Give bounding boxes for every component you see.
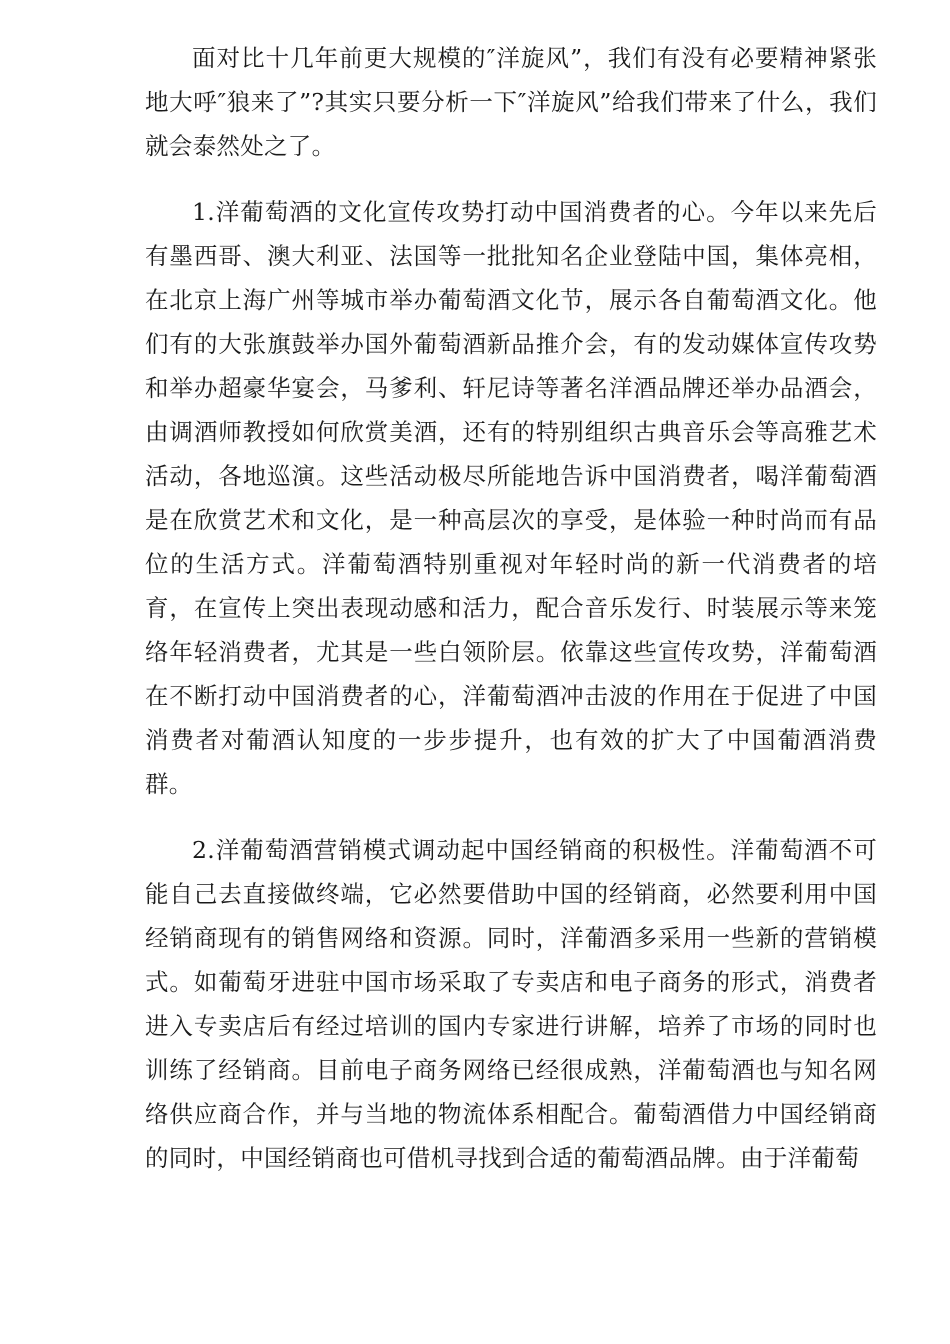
paragraph-intro: 面对比十几年前更大规模的″洋旋风”，我们有没有必要精神紧张地大呼″狼来了”?其实只要分析一下″洋旋风”给我们带来了什么，我们就会泰然处之了。 bbox=[145, 44, 877, 160]
document-body bbox=[145, 36, 877, 1180]
paragraph-point-1: 1.洋葡萄酒的文化宣传攻势打动中国消费者的心。今年以来先后有墨西哥、澳大利亚、法国等一批批知名企业登陆中国，集体亮相，在北京上海广州等城市举办葡萄酒文化节，展示各自葡萄酒文化。他们有的大张旗鼓举办国外葡萄酒新品推介会，有的发动媒体宣传攻势和举办超豪华宴会，马爹利、轩尼诗等著名洋酒品牌还举办品酒会，由调酒师教授如何欣赏美酒，还有的特别组织古典音乐会等高雅艺术活动，各地巡演。这些活动极尽所能地告诉中国消费者，喝洋葡萄酒是在欣赏艺术和文化，是一种高层次的享受，是体验一种时尚而有品位的生活方式。洋葡萄酒特别重视对年轻时尚的新一代消费者的培育，在宣传上突出表现动感和活力，配合音乐发行、时装展示等来笼络年轻消费者，尤其是一些白领阶层。依靠这些宣传攻势，洋葡萄酒在不断打动中国消费者的心，洋葡萄酒冲击波的作用在于促进了中国消费者对葡酒认知度的一步步提升，也有效的扩大了中国葡酒消费群。 bbox=[145, 198, 877, 798]
paragraph-point-2: 2.洋葡萄酒营销模式调动起中国经销商的积极性。洋葡萄酒不可能自己去直接做终端，它必然要借助中国的经销商，必然要利用中国经销商现有的销售网络和资源。同时，洋葡酒多采用一些新的营销模式。如葡萄牙进驻中国市场采取了专卖店和电子商务的形式，消费者进入专卖店后有经过培训的国内专家进行讲解，培养了市场的同时也训练了经销商。目前电子商务网络已经很成熟，洋葡萄酒也与知名网络供应商合作，并与当地的物流体系相配合。葡萄酒借力中国经销商的同时，中国经销商也可借机寻找到合适的葡萄酒品牌。由于洋葡萄 bbox=[145, 836, 877, 1172]
